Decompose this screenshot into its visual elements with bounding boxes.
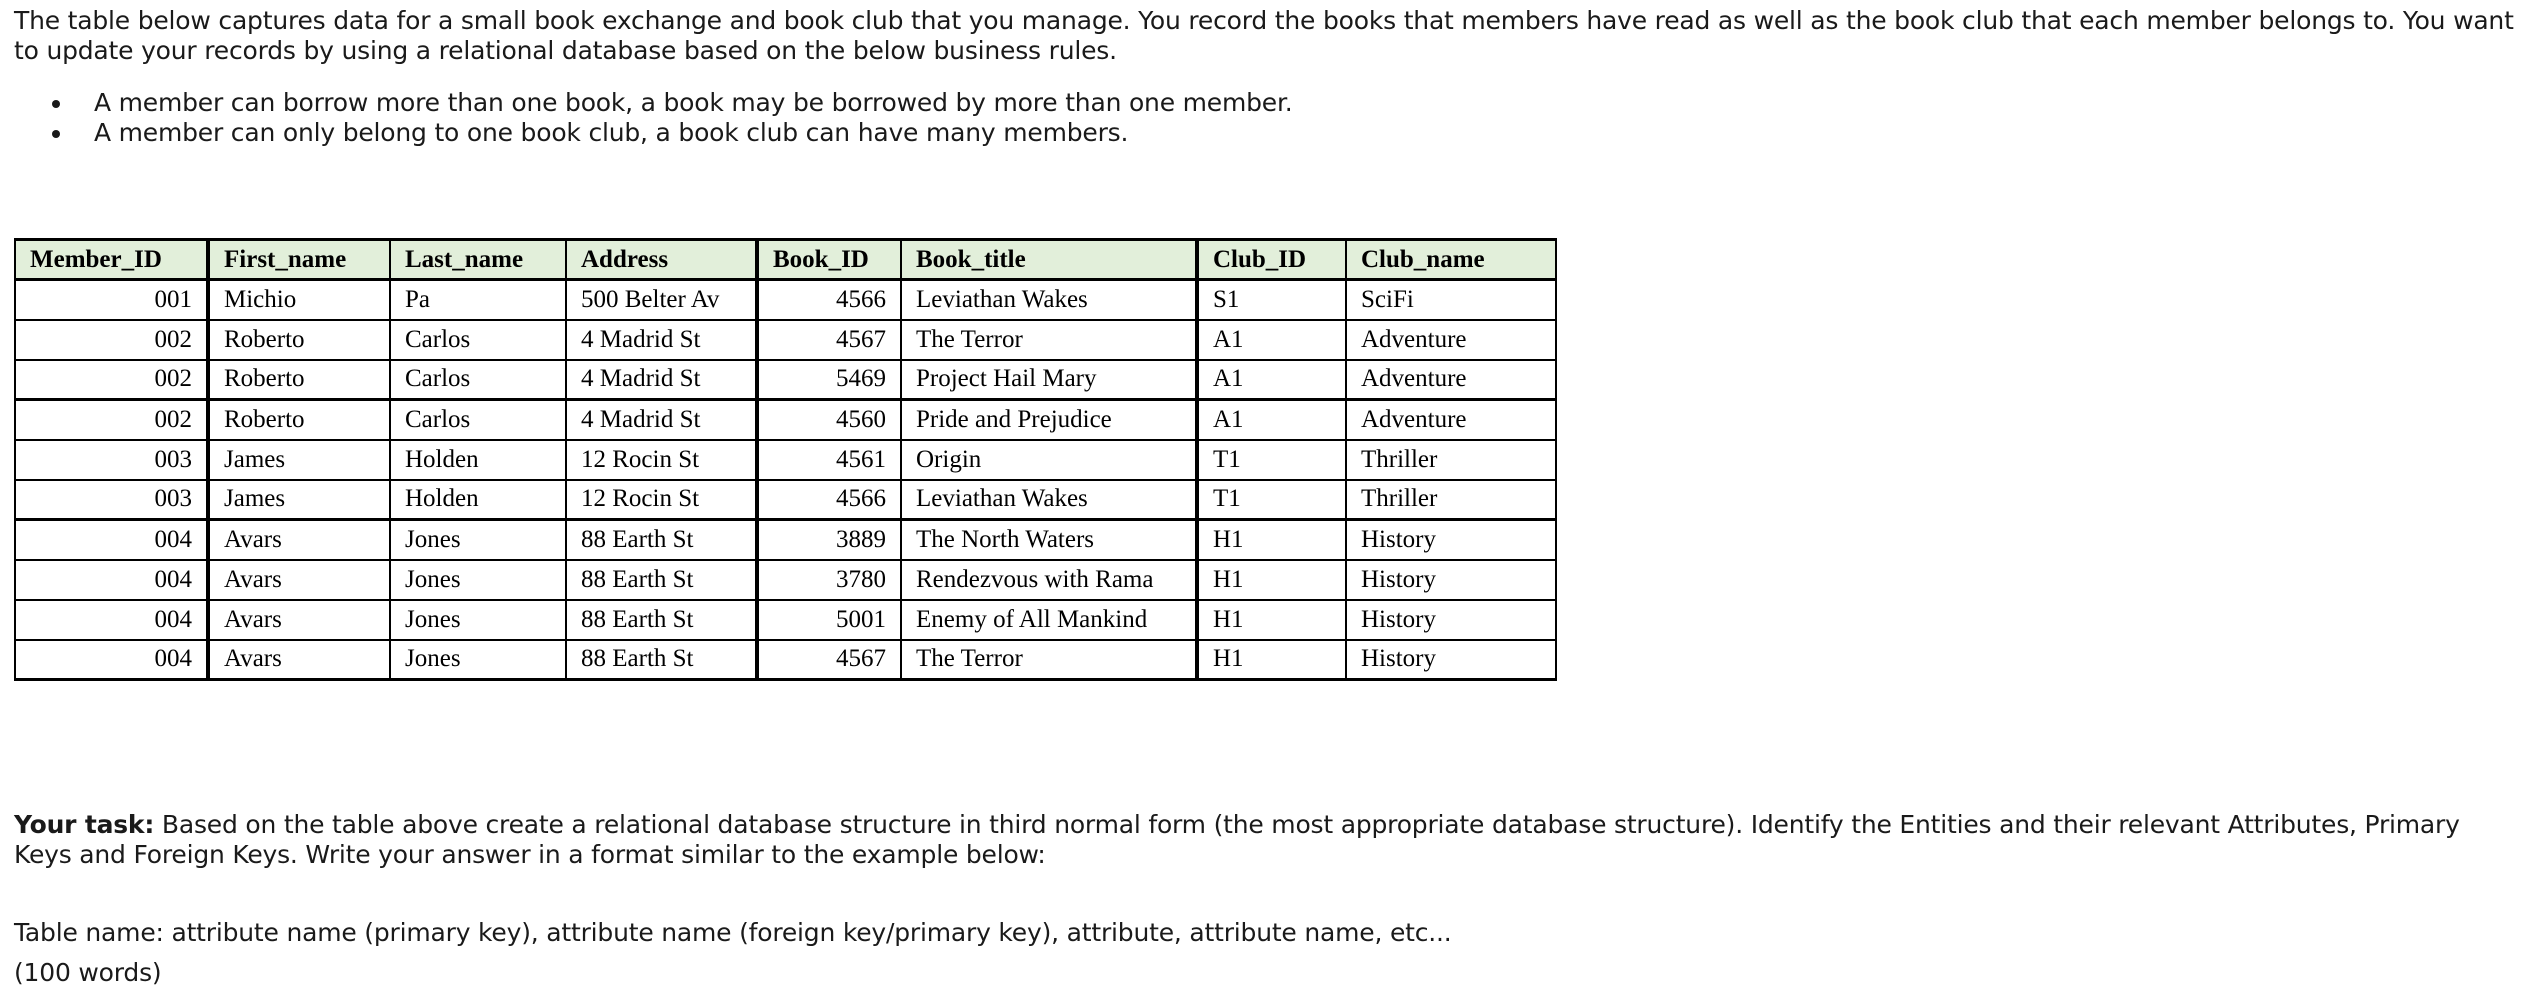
cell-club-id: H1 <box>1197 600 1346 640</box>
question-page <box>14 6 2514 987</box>
header-last-name: Last_name <box>390 240 566 280</box>
cell-club-name: SciFi <box>1346 280 1556 320</box>
cell-first-name: Michio <box>208 280 390 320</box>
cell-member-id: 004 <box>15 520 208 560</box>
cell-book-title: The Terror <box>901 320 1197 360</box>
cell-club-name: History <box>1346 600 1556 640</box>
table-row <box>15 280 1556 320</box>
cell-book-id: 4566 <box>757 280 901 320</box>
word-limit: (100 words) <box>14 958 162 987</box>
intro-paragraph: The table below captures data for a small book exchange and book club that you manage. You record the books that members have read as well as the book club that each member belongs to. You want to update your records by using a relational database based on the below business rules. <box>14 6 2514 65</box>
table-row <box>15 440 1556 480</box>
cell-first-name: James <box>208 440 390 480</box>
cell-member-id: 004 <box>15 560 208 600</box>
cell-member-id: 002 <box>15 320 208 360</box>
cell-address: 4 Madrid St <box>566 320 757 360</box>
cell-address: 88 Earth St <box>566 640 757 680</box>
cell-first-name: Roberto <box>208 320 390 360</box>
cell-last-name: Carlos <box>390 400 566 440</box>
cell-last-name: Pa <box>390 280 566 320</box>
cell-last-name: Carlos <box>390 360 566 400</box>
header-book-title: Book_title <box>901 240 1197 280</box>
header-club-name: Club_name <box>1346 240 1556 280</box>
cell-book-title: The Terror <box>901 640 1197 680</box>
header-member-id: Member_ID <box>15 240 208 280</box>
cell-book-title: Enemy of All Mankind <box>901 600 1197 640</box>
cell-club-id: A1 <box>1197 360 1346 400</box>
cell-book-id: 3889 <box>757 520 901 560</box>
cell-book-id: 4561 <box>757 440 901 480</box>
cell-last-name: Jones <box>390 640 566 680</box>
cell-book-title: Leviathan Wakes <box>901 280 1197 320</box>
cell-club-id: A1 <box>1197 400 1346 440</box>
cell-first-name: Avars <box>208 600 390 640</box>
book-club-data-table <box>14 238 1557 681</box>
cell-club-name: Adventure <box>1346 320 1556 360</box>
header-address: Address <box>566 240 757 280</box>
cell-club-id: T1 <box>1197 480 1346 520</box>
cell-club-name: Thriller <box>1346 440 1556 480</box>
cell-book-title: Rendezvous with Rama <box>901 560 1197 600</box>
cell-member-id: 002 <box>15 400 208 440</box>
table-body <box>15 280 1556 680</box>
business-rule-item: • A member can borrow more than one book, a book may be borrowed by more than one member. <box>74 88 2514 118</box>
cell-club-name: Thriller <box>1346 480 1556 520</box>
cell-book-title: Leviathan Wakes <box>901 480 1197 520</box>
cell-club-id: A1 <box>1197 320 1346 360</box>
cell-last-name: Carlos <box>390 320 566 360</box>
cell-club-id: S1 <box>1197 280 1346 320</box>
table-row <box>15 320 1556 360</box>
cell-club-id: T1 <box>1197 440 1346 480</box>
header-first-name: First_name <box>208 240 390 280</box>
cell-book-id: 4567 <box>757 640 901 680</box>
header-book-id: Book_ID <box>757 240 901 280</box>
cell-club-name: Adventure <box>1346 400 1556 440</box>
cell-address: 88 Earth St <box>566 560 757 600</box>
cell-book-id: 4560 <box>757 400 901 440</box>
cell-first-name: Avars <box>208 640 390 680</box>
cell-book-id: 5001 <box>757 600 901 640</box>
cell-club-name: History <box>1346 560 1556 600</box>
business-rules-list <box>14 88 2514 148</box>
cell-address: 12 Rocin St <box>566 480 757 520</box>
table-row <box>15 400 1556 440</box>
cell-first-name: Avars <box>208 520 390 560</box>
cell-book-title: Pride and Prejudice <box>901 400 1197 440</box>
table-header-row <box>15 240 1556 280</box>
cell-book-title: Project Hail Mary <box>901 360 1197 400</box>
business-rule-item: • A member can only belong to one book club, a book club can have many members. <box>74 118 2514 148</box>
task-paragraph <box>14 810 2519 870</box>
table-row <box>15 600 1556 640</box>
cell-first-name: James <box>208 480 390 520</box>
cell-member-id: 003 <box>15 480 208 520</box>
cell-address: 88 Earth St <box>566 520 757 560</box>
cell-club-id: H1 <box>1197 640 1346 680</box>
cell-member-id: 001 <box>15 280 208 320</box>
table-row <box>15 480 1556 520</box>
task-label: Your task: <box>14 810 155 839</box>
cell-club-name: History <box>1346 520 1556 560</box>
cell-address: 4 Madrid St <box>566 360 757 400</box>
cell-last-name: Holden <box>390 480 566 520</box>
cell-club-name: History <box>1346 640 1556 680</box>
cell-address: 88 Earth St <box>566 600 757 640</box>
format-example: Table name: attribute name (primary key), attribute name (foreign key/primary key), attribute, attribute name, etc... <box>14 918 1452 947</box>
cell-book-id: 3780 <box>757 560 901 600</box>
cell-address: 500 Belter Av <box>566 280 757 320</box>
cell-club-id: H1 <box>1197 560 1346 600</box>
cell-address: 12 Rocin St <box>566 440 757 480</box>
table-row <box>15 360 1556 400</box>
cell-last-name: Jones <box>390 520 566 560</box>
cell-first-name: Avars <box>208 560 390 600</box>
header-club-id: Club_ID <box>1197 240 1346 280</box>
cell-book-title: The North Waters <box>901 520 1197 560</box>
cell-address: 4 Madrid St <box>566 400 757 440</box>
cell-club-id: H1 <box>1197 520 1346 560</box>
table-row <box>15 640 1556 680</box>
cell-book-title: Origin <box>901 440 1197 480</box>
cell-last-name: Jones <box>390 560 566 600</box>
cell-last-name: Jones <box>390 600 566 640</box>
table-row <box>15 520 1556 560</box>
cell-member-id: 002 <box>15 360 208 400</box>
cell-member-id: 003 <box>15 440 208 480</box>
cell-member-id: 004 <box>15 600 208 640</box>
cell-last-name: Holden <box>390 440 566 480</box>
cell-book-id: 5469 <box>757 360 901 400</box>
cell-club-name: Adventure <box>1346 360 1556 400</box>
cell-member-id: 004 <box>15 640 208 680</box>
table-row <box>15 560 1556 600</box>
cell-book-id: 4566 <box>757 480 901 520</box>
cell-first-name: Roberto <box>208 400 390 440</box>
cell-book-id: 4567 <box>757 320 901 360</box>
cell-first-name: Roberto <box>208 360 390 400</box>
task-text: Based on the table above create a relational database structure in third normal form (the most appropriate database structure). Identify the Entities and their relevant Attributes, Primary Keys and Foreign Keys. Write your answer in a format similar to the example below: <box>14 810 2460 869</box>
